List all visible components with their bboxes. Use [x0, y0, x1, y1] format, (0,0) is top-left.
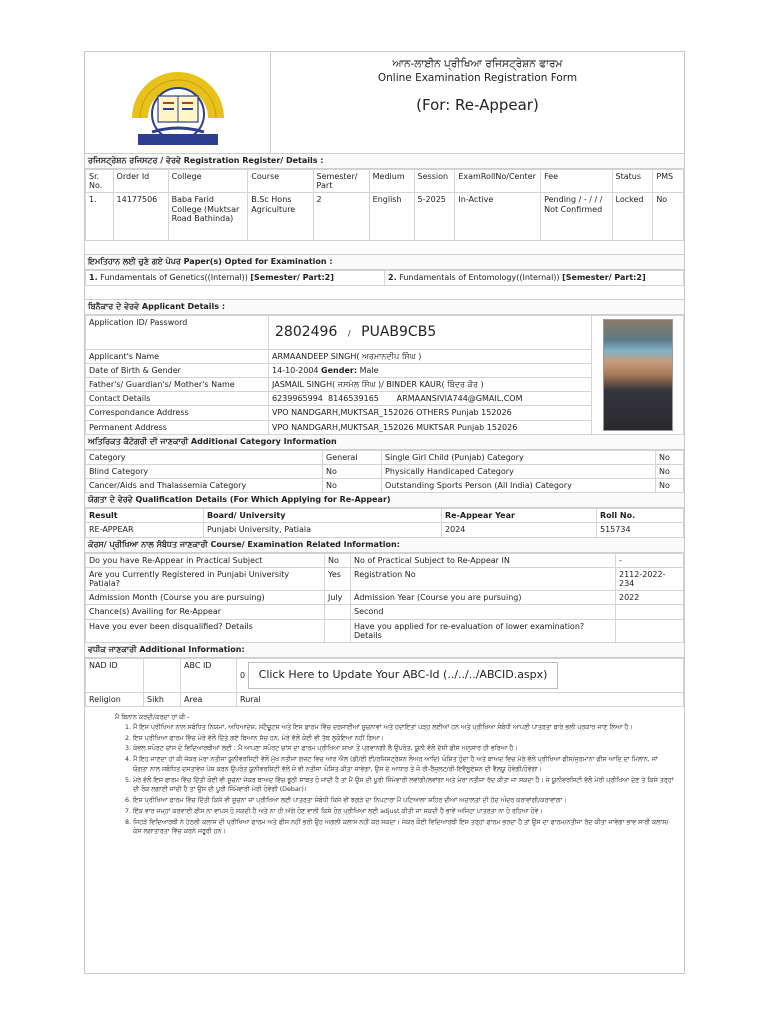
- correspondence-address: VPO NANDGARH,MUKTSAR_152026 OTHERS Punjab 152026: [269, 406, 592, 420]
- form-header: [85, 52, 684, 154]
- field-label: Religion: [86, 692, 144, 706]
- form-title-block: [271, 52, 684, 153]
- table-cell: Do you have Re-Appear in Practical Subject: [86, 553, 325, 567]
- application-id: 2802496: [275, 324, 338, 341]
- declaration-block: [85, 707, 684, 842]
- additional-heading-punjabi: ਵਧੀਕ ਜਾਣਕਾਰੀ: [88, 644, 137, 654]
- table-cell: 2022: [616, 591, 684, 605]
- religion-value: Sikh: [144, 692, 181, 706]
- registration-form: [84, 51, 685, 974]
- table-row: [86, 271, 684, 285]
- field-label: Father's/ Guardian's/ Mother's Name: [86, 377, 269, 391]
- table-cell: -: [616, 553, 684, 567]
- list-item: 1. ਮੈਂ ਇਸ ਪ੍ਰੀਖਿਆ ਨਾਲ ਸਬੰਧਿਤ ਨਿਯਮਾਂ, ਅਧਿਆਦੇਸ਼, ਸਟੈਚੂਟਸ ਅਤੇ ਇਸ ਫਾਰਮ ਵਿੱਚ ਦਰਸਾਈਆਂ ਸੂਚਨਾਵਾਂ ਅਤੇ ਹਦਾਇਤਾਂ ਪੜ੍ਹ ਲਈਆਂ ਹਨ ਅਤੇ ਪ੍ਰੀਖਿਆ ਸੰਬੰਧੀ ਆਪਣੀ ਪਾਤਰਤਾ ਬਾਰੇ ਭਲੀ ਪ੍ਰਕਾਰ ਜਾਣ ਲਿਆ ਹੈ।: [133, 723, 674, 733]
- table-cell: [325, 605, 351, 619]
- column-header: Re-Appear Year: [442, 509, 597, 523]
- area-value: Rural: [237, 692, 684, 706]
- table-row: [86, 658, 684, 692]
- qualification-table: [85, 508, 684, 537]
- field-label: Date of Birth & Gender: [86, 363, 269, 377]
- field-label: Applicant's Name: [86, 349, 269, 363]
- gender-label: Gender:: [321, 365, 358, 375]
- list-item: 6. ਇਸ ਪ੍ਰੀਖਿਆ ਫਾਰਮ ਵਿੱਚ ਦਿੱਤੀ ਕਿਸੇ ਵੀ ਸੂਚਨਾ ਜਾਂ ਪ੍ਰੀਖਿਆ ਲਈ ਪਾਤਰਤਾ ਸੰਬੰਧੀ ਕਿਸੇ ਵੀ ਝਗੜੇ ਦਾ ਨਿਪਟਾਰਾ ਮੈਂ ਪਟਿਆਲਾ ਸ਼ਹਿਰ ਦੀਆਂ ਅਦਾਲਤਾਂ ਦੀ ਹੱਦ ਅੰਦਰ ਕਰਾਵਾਂਗੀ/ਕਰਾਵਾਂਗਾ।: [133, 796, 674, 806]
- table-cell: 2112-2022-234: [616, 567, 684, 590]
- form-subtitle: (For: Re-Appear): [416, 96, 539, 114]
- applicant-photo: [603, 319, 673, 431]
- field-label: Permanent Address: [86, 420, 269, 434]
- applicant-section-heading: [85, 300, 684, 315]
- registration-section-heading: [85, 154, 684, 169]
- table-row: [86, 591, 684, 605]
- applicant-table: [85, 315, 684, 435]
- table-cell: RE-APPEAR: [86, 523, 204, 537]
- abc-value: 0: [240, 671, 246, 681]
- table-cell: Single Girl Child (Punjab) Category: [382, 450, 656, 464]
- field-label: Area: [181, 692, 237, 706]
- application-id-cell: [269, 315, 592, 349]
- field-label: Application ID/ Password: [86, 315, 269, 349]
- applicant-heading-punjabi: ਬਿਨੈਕਾਰ ਦੇ ਵੇਰਵੇ: [88, 301, 140, 311]
- declaration-list: [133, 723, 674, 837]
- table-cell: Admission Year (Course you are pursuing): [351, 591, 616, 605]
- table-cell: No of Practical Subject to Re-Appear IN: [351, 553, 616, 567]
- dob-value: 14-10-2004: [272, 365, 319, 375]
- table-cell: 5-2025: [414, 193, 455, 241]
- application-password: PUAB9CB5: [361, 324, 437, 341]
- table-cell: General: [323, 450, 382, 464]
- additional-heading-english: Additional Information:: [139, 644, 245, 654]
- applicant-name: ARMAANDEEP SINGH( ਅਰਮਾਨਦੀਪ ਸਿੰਘ ): [269, 349, 592, 363]
- table-cell: Cancer/Aids and Thalassemia Category: [86, 479, 323, 493]
- registration-heading-english: Registration Register/ Details :: [183, 156, 324, 165]
- form-title-punjabi: ਆਨ-ਲਾਈਨ ਪ੍ਰੀਖਿਆ ਰਜਿਸਟ੍ਰੇਸ਼ਨ ਫਾਰਮ: [392, 58, 563, 70]
- paper-number: 1.: [89, 273, 98, 283]
- paper-part: [Semester/ Part:2]: [562, 273, 646, 283]
- spacer: [85, 241, 684, 255]
- course-table: [85, 553, 684, 643]
- papers-section-heading: [85, 255, 684, 270]
- table-cell: Registration No: [351, 567, 616, 590]
- gender-value: Male: [359, 365, 379, 375]
- university-logo: [130, 58, 226, 148]
- table-cell: No: [656, 464, 684, 478]
- column-header: Medium: [369, 170, 414, 193]
- column-header: Result: [86, 509, 204, 523]
- table-cell: July: [325, 591, 351, 605]
- list-item: 2. ਇਸ ਪ੍ਰੀਖਿਆ ਫਾਰਮ ਵਿੱਚ ਮੇਰੇ ਵੱਲੋਂ ਦਿੱਤੇ ਗਏ ਬਿਆਨ ਸੱਚ ਹਨ, ਮੇਰੇ ਵੱਲੋਂ ਕੋਈ ਵੀ ਤੱਥ ਲੁਕੋਇਆ ਨਹੀਂ ਗਿਆ।: [133, 734, 674, 744]
- table-row: [86, 619, 684, 642]
- table-cell: Locked: [612, 193, 653, 241]
- papers-heading-english: Paper(s) Opted for Examination :: [183, 257, 333, 267]
- table-cell: No: [656, 479, 684, 493]
- declaration-intro: ਮੈਂ ਬਿਨਾਨ ਕਰਦੀ/ਕਰਦਾ ਹਾਂ ਕੀ -: [115, 714, 190, 722]
- table-cell: 2024: [442, 523, 597, 537]
- table-cell: Have you applied for re-evaluation of lower examination? Details: [351, 619, 616, 642]
- table-row: [86, 464, 684, 478]
- abc-cell: [237, 658, 684, 692]
- table-cell: Admission Month (Course you are pursuing): [86, 591, 325, 605]
- list-item: 3. ਕੇਵਲ ਸਪੋਰਟ ਚਾਂਸ ਦੇ ਵਿਦਿਆਰਥੀਆਂ ਲਈ : ਮੈਂ ਆਪਣਾ ਸਪੋਰਟ ਚਾਂਸ ਦਾ ਫਾਰਮ ਪ੍ਰੀਖਿਆ ਸ਼ਾਖਾ ਤੋਂ ਪ੍ਰਵਾਨਗੀ ਲੈ ਉਪਰੰਤ, ਯੂਨੀ ਵੱਲੋਂ ਦੱਸੀ ਫੀਸ ਅਨੁਸਾਰ ਹੀ ਭਰਿਆ ਹੈ।: [133, 744, 674, 754]
- table-cell: Are you Currently Registered in Punjabi University Patiala?: [86, 567, 325, 590]
- column-header: PMS: [653, 170, 684, 193]
- course-section-heading: [85, 538, 684, 553]
- column-header: Semester/ Part: [313, 170, 369, 193]
- table-cell: In-Active: [455, 193, 541, 241]
- qualification-heading-english: Qualification Details (For Which Applying for Re-Appear): [135, 495, 391, 505]
- field-label: NAD ID: [86, 658, 144, 692]
- photo-cell: [592, 315, 684, 434]
- table-cell: Outstanding Sports Person (All India) Category: [382, 479, 656, 493]
- additional-section-heading: [85, 643, 684, 658]
- column-header: Course: [248, 170, 313, 193]
- table-row: [86, 605, 684, 619]
- table-cell: B.Sc Hons Agriculture: [248, 193, 313, 241]
- list-item: 7. ਇੱਕ ਵਾਰ ਜਮ੍ਹਾਂ ਕਰਵਾਈ ਫੀਸ ਨਾ ਵਾਪਸ ਹੋ ਸਕਦੀ ਹੈ ਅਤੇ ਨਾ ਹੀ ਅੱਗੇ ਹੋਣ ਵਾਲੀ ਕਿਸੇ ਹੋਰ ਪ੍ਰੀਖਿਆ ਲਈ adjust ਕੀਤੀ ਜਾ ਸਕਦੀ ਹੈ ਭਾਵੇਂ ਅਜਿਹਾ ਪਾਤਰਤਾ ਨਾ ਹੋ ਰਹਿਆ ਹੋਵੇ।: [133, 807, 674, 817]
- paper-name: Fundamentals of Entomology((Internal)): [399, 273, 563, 283]
- column-header: Order Id: [113, 170, 168, 193]
- table-cell: No: [323, 479, 382, 493]
- table-cell: 14177506: [113, 193, 168, 241]
- table-cell: No: [656, 450, 684, 464]
- additional-table: [85, 658, 684, 707]
- table-cell: Yes: [325, 567, 351, 590]
- qualification-section-heading: [85, 493, 684, 508]
- papers-heading-punjabi: ਇਮਤਿਹਾਨ ਲਈ ਚੁਣੇ ਗਏ ਪੇਪਰ: [88, 257, 181, 267]
- paper-number: 2.: [388, 273, 397, 283]
- table-cell: No: [653, 193, 684, 241]
- table-cell: 2: [313, 193, 369, 241]
- table-cell: Pending / - / / / Not Confirmed: [541, 193, 612, 241]
- paper-1: [86, 271, 385, 285]
- list-item: 8. ਜਿਹੜੇ ਵਿਦਿਆਰਥੀ ਨੇ ਹੇਠਲੀ ਕਲਾਸ ਦੀ ਪ੍ਰੀਖਿਆ ਫਾਰਮ ਅਤੇ ਫੀਸ ਨਹੀਂ ਭਰੀ ਉਹ ਅਗਲੀ ਕਲਾਸ ਨਹੀਂ ਕਰ ਸਕਦਾ। ਜੇਕਰ ਕੋਈ ਵਿਦਿਆਰਥੀ ਇਸ ਤਰ੍ਹਾਂ ਫਾਰਮ ਭਰਦਾ ਹੈ ਤਾਂ ਉਸ ਦਾ ਫਾਰਮ/ਨਤੀਜਾ ਰੱਦ ਕੀਤਾ ਜਾਵੇਗਾ ਭਾਵ ਸਾਰੀ ਕਲਾਸ/ਕੇਸ ਲਗਾਤਾਰਤਾ ਵਿੱਚ ਕਰਨੇ ਜਰੂਰੀ ਹਨ।: [133, 818, 674, 838]
- table-cell: Chance(s) Availing for Re-Appear: [86, 605, 325, 619]
- table-cell: Have you ever been disqualified? Details: [86, 619, 325, 642]
- field-label: Contact Details: [86, 392, 269, 406]
- table-cell: Punjabi University, Patiala: [204, 523, 442, 537]
- category-heading-english: Additional Category Information: [190, 436, 337, 446]
- registration-table: [85, 169, 684, 241]
- course-heading-english: Course/ Examination Related Information:: [210, 539, 400, 549]
- form-title-english: Online Examination Registration Form: [377, 72, 578, 84]
- table-cell: Blind Category: [86, 464, 323, 478]
- column-header: Status: [612, 170, 653, 193]
- table-row: [86, 692, 684, 706]
- qualification-header-row: [86, 509, 684, 523]
- nad-value: [144, 658, 181, 692]
- table-cell: Baba Farid College (Muktsar Road Bathinda): [168, 193, 248, 241]
- spacer: [85, 286, 684, 300]
- dob-gender: [269, 363, 592, 377]
- category-section-heading: [85, 435, 684, 450]
- university-logo-cell: [85, 52, 271, 153]
- registration-header-row: [86, 170, 684, 193]
- course-heading-punjabi: ਕੋਰਸ/ ਪ੍ਰੀਖਿਆ ਨਾਲ ਸੰਬੰਧਤ ਜਾਣਕਾਰੀ: [88, 539, 208, 549]
- column-header: Sr. No.: [86, 170, 114, 193]
- id-separator: /: [347, 329, 351, 339]
- paper-name: Fundamentals of Genetics((Internal)): [100, 273, 251, 283]
- table-cell: 515734: [597, 523, 684, 537]
- category-heading-punjabi: ਅਤਿਰਿਕਤ ਕੈਟੇਗਰੀ ਦੀ ਜਾਣਕਾਰੀ: [88, 436, 189, 446]
- table-cell: Second: [351, 605, 616, 619]
- table-row: [86, 479, 684, 493]
- parents-name: JASMAIL SINGH( ਜਸਮੇਲ ਸਿੰਘ )/ BINDER KAUR( ਬਿੰਦਰ ਕੌਰ ): [269, 377, 592, 391]
- table-cell: No: [325, 553, 351, 567]
- table-row: [86, 523, 684, 537]
- applicant-heading-english: Applicant Details :: [141, 301, 226, 311]
- paper-part: [Semester/ Part:2]: [250, 273, 334, 283]
- table-cell: Category: [86, 450, 323, 464]
- papers-table: [85, 270, 684, 285]
- table-cell: 1.: [86, 193, 114, 241]
- column-header: Board/ University: [204, 509, 442, 523]
- table-row: [86, 315, 684, 349]
- table-row: [86, 567, 684, 590]
- list-item: 4. ਮੈਂ ਇਹ ਜਾਣਦਾ ਹਾਂ ਕੀ ਜੇਕਰ ਮੇਰਾ ਨਤੀਜਾ ਯੂਨੀਵਰਸਿਟੀ ਵੱਲੋਂ ਮੁੱਖ ਨਤੀਜਾ ਗਜ਼ਟ ਵਿਚ ਆਰ ਐਲ (ਡੀ/ਈ ਈ/ਰਜਿਸਟ੍ਰੇਸ਼ਨ ਲੋਅਰ ਆਦਿ) ਘੋਸ਼ਿਤ ਹੁੰਦਾ ਹੈ ਅਤੇ ਬਾਅਦ ਵਿਚ ਮੇਰੇ ਵੱਲੋਂ ਪ੍ਰੀਖਿਆ ਫੀਸ/ਜੁਰਮਾਨਾ ਫੀਸ ਆਦਿ ਦਾ ਮਿਲਾਨ, ਜਾਂ ਯੋਗਤਾ ਨਾਲ ਸਬੰਧਿਤ ਦਸਤਾਵੇਜ਼ ਪੇਸ਼ ਕਰਨ ਉਪਰੰਤ ਯੂਨੀਵਰਸਿਟੀ ਵੱਲੋਂ ਜੋ ਵੀ ਨਤੀਜਾ ਘੋਸ਼ਿਤ ਕੀਤਾ ਜਾਵੇਗਾ, ਉਸ ਦੇ ਆਧਾਰ ਤੇ ਜੋ ਰੀ-ਰੈਜ਼ੁਲਟ/ਰੀ-ਇਵੈਲੂਏਸ਼ਨ ਦੀ ਵੈਲਯੂ ਹੋਵੇਗੀ/ਹੋਵੇਗਾ।: [133, 755, 674, 775]
- table-row: [86, 450, 684, 464]
- column-header: College: [168, 170, 248, 193]
- field-label: Correspondance Address: [86, 406, 269, 420]
- qualification-heading-punjabi: ਯੋਗਤਾ ਦੇ ਵੇਰਵੇ: [88, 495, 133, 505]
- column-header: Roll No.: [597, 509, 684, 523]
- list-item: 5. ਮੇਰੇ ਵੱਲੋਂ ਇਸ ਫਾਰਮ ਵਿੱਚ ਦਿੱਤੀ ਕੋਈ ਵੀ ਸੂਚਨਾ ਜੇਕਰ ਬਾਅਦ ਵਿੱਚ ਝੂਠੀ ਸਾਬਤ ਹੋ ਜਾਂਦੀ ਹੈ ਤਾਂ ਮੈਂ ਉਸ ਦੀ ਪੂਰੀ ਜਿੰਮੇਵਾਰੀ ਲਵਾਂਗੀ/ਲਵਾਂਗਾ ਅਤੇ ਮੇਰਾ ਨਤੀਜਾ ਰੱਦ ਕੀਤਾ ਜਾ ਸਕਦਾ ਹੈ। ਜੇ ਯੂਨੀਵਰਸਿਟੀ ਵੱਲੋਂ ਮੇਰੀ ਪ੍ਰੀਖਿਆ ਦੇਣ ਤੇ ਕਿਸੇ ਤਰ੍ਹਾਂ ਦੀ ਰੋਕ ਲਗਾਈ ਜਾਂਦੀ ਹੈ ਤਾਂ ਉਸ ਦੀ ਪੂਰੀ ਜਿੰਮੇਵਾਰੀ ਮੇਰੀ ਹੋਵੇਗੀ (Debar)।: [133, 776, 674, 796]
- contact-details: 6239965994 8146539165 ARMAANSIVIA744@GMAIL.COM: [269, 392, 592, 406]
- table-row: [86, 193, 684, 241]
- permanent-address: VPO NANDGARH,MUKTSAR_152026 MUKTSAR Punjab 152026: [269, 420, 592, 434]
- table-cell: [616, 605, 684, 619]
- update-abc-id-link[interactable]: Click Here to Update Your ABC-Id (../../../ABCID.aspx): [248, 662, 559, 689]
- table-cell: No: [323, 464, 382, 478]
- table-cell: [325, 619, 351, 642]
- category-table: [85, 450, 684, 494]
- table-cell: Physically Handicaped Category: [382, 464, 656, 478]
- table-row: [86, 553, 684, 567]
- table-cell: English: [369, 193, 414, 241]
- table-cell: [616, 619, 684, 642]
- registration-heading-punjabi: ਰਜਿਸਟ੍ਰੇਸ਼ਨ ਰਜਿਸਟਰ / ਵੇਰਵੇ: [88, 156, 181, 165]
- column-header: ExamRollNo/Center: [455, 170, 541, 193]
- column-header: Session: [414, 170, 455, 193]
- paper-2: [385, 271, 684, 285]
- column-header: Fee: [541, 170, 612, 193]
- field-label: ABC ID: [181, 658, 237, 692]
